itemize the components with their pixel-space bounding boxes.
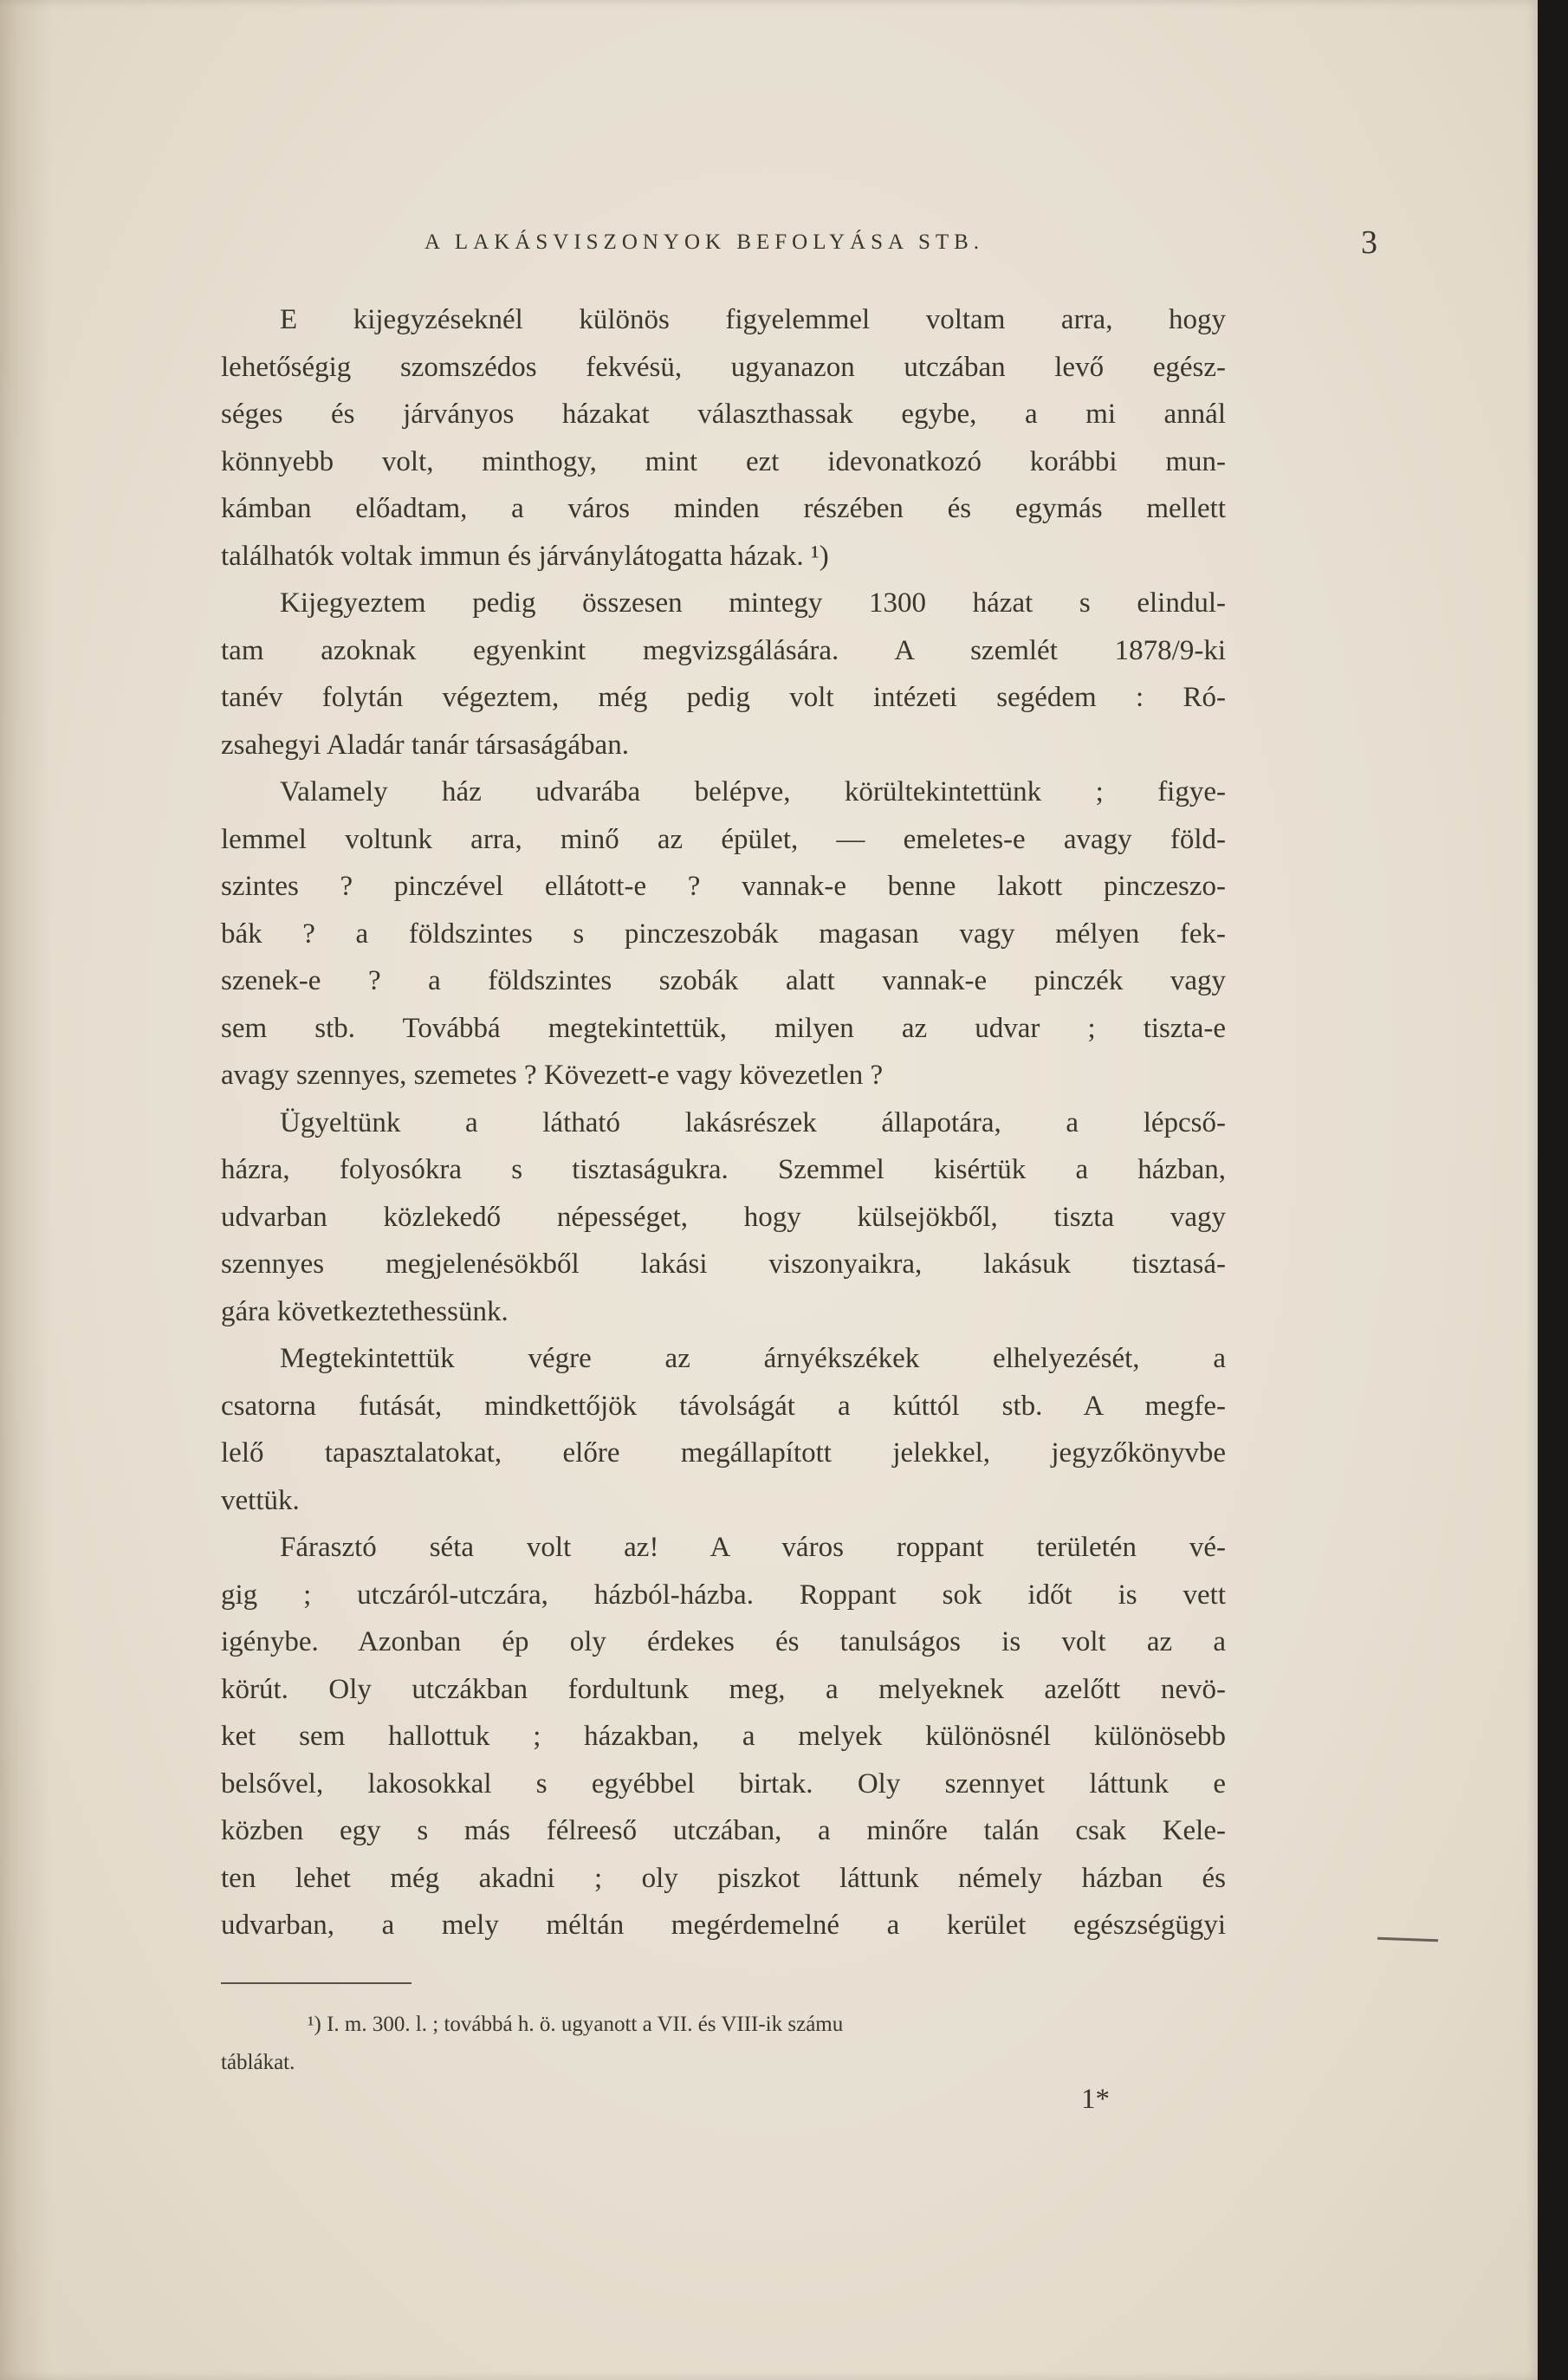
text-line: zsahegyi Aladár tanár társaságában.: [221, 729, 629, 761]
page-spine-shadow: [0, 0, 52, 2380]
text-line: kámban előadtam, a város minden részében és egymás mellett: [221, 493, 1226, 524]
margin-mark: [1377, 1937, 1438, 1942]
paragraph: [221, 1335, 1226, 1477]
page-number: 3: [1361, 224, 1377, 261]
paragraph: [221, 1524, 1226, 1949]
text-line: gig ; utczáról-utczára, házból-házba. Roppant sok időt is vett: [221, 1579, 1226, 1611]
text-line: ten lehet még akadni ; oly piszkot láttunk némely házban és: [221, 1862, 1226, 1894]
signature-mark: 1*: [1081, 2084, 1110, 2115]
text-line: E kijegyzéseknél különös figyelemmel voltam arra, hogy: [280, 304, 1226, 335]
paragraph: [221, 580, 1226, 722]
text-line: Kijegyeztem pedig összesen mintegy 1300 házat s elindul-: [280, 587, 1226, 619]
paragraph-end-line: [221, 1477, 1226, 1525]
text-line: tanév folytán végeztem, még pedig volt intézeti segédem : Ró-: [221, 682, 1226, 713]
text-line: Valamely ház udvarába belépve, körültekintettünk ; figye-: [280, 776, 1226, 807]
running-header: [424, 224, 1421, 276]
footnote-line: ¹) I. m. 300. l. ; továbbá h. ö. ugyanott a VII. és VIII-ik számu: [308, 2013, 844, 2036]
text-line: szintes ? pinczével ellátott-e ? vannak-e benne lakott pinczeszo-: [221, 871, 1226, 902]
text-line: Megtekintettük végre az árnyékszékek elhelyezését, a: [280, 1343, 1226, 1374]
text-line: találhatók voltak immun és járványlátogatta házak. ¹): [221, 540, 829, 572]
text-line: udvarban, a mely méltán megérdemelné a kerület egészségügyi: [221, 1910, 1226, 1941]
text-line: szenek-e ? a földszintes szobák alatt vannak-e pinczék vagy: [221, 965, 1226, 996]
text-line: séges és járványos házakat választhassak egybe, a mi annál: [221, 399, 1226, 430]
text-line: könnyebb volt, minthogy, mint ezt idevonatkozó korábbi mun-: [221, 445, 1226, 477]
paragraph-end-line: [221, 722, 1226, 769]
text-line: körút. Oly utczákban fordultunk meg, a melyeknek azelőtt nevö-: [221, 1673, 1226, 1705]
paragraph: [221, 768, 1226, 1052]
text-line: lelő tapasztalatokat, előre megállapított jelekkel, jegyzőkönyvbe: [221, 1437, 1226, 1469]
text-line: csatorna futását, mindkettőjök távolságát a kúttól stb. A megfe-: [221, 1390, 1226, 1422]
text-line: lemmel voltunk arra, minő az épület, — emeletes-e avagy föld-: [221, 823, 1226, 855]
text-line: lehetőségig szomszédos fekvésü, ugyanazon utczában levő egész-: [221, 351, 1226, 383]
text-line: Fárasztó séta volt az! A város roppant területén vé-: [280, 1532, 1226, 1563]
footnote: [221, 2006, 1226, 2082]
paragraph-end-line: [221, 1052, 1226, 1099]
text-line: belsővel, lakosokkal s egyébbel birtak. Oly szennyet láttunk e: [221, 1767, 1226, 1800]
paragraph-end-line: [221, 1288, 1226, 1336]
running-title: A LAKÁSVISZONYOK BEFOLYÁSA STB.: [424, 230, 985, 254]
text-line: igénybe. Azonban ép oly érdekes és tanulságos is volt az a: [221, 1626, 1226, 1657]
text-line: házra, folyosókra s tisztaságukra. Szemmel kisértük a házban,: [221, 1154, 1226, 1185]
body-text: [221, 296, 1226, 1949]
footnote-line: táblákat.: [221, 2051, 295, 2074]
text-line: közben egy s más félreeső utczában, a minőre talán csak Kele-: [221, 1815, 1226, 1846]
paragraph: [221, 296, 1226, 533]
text-line: sem stb. Továbbá megtekintettük, milyen az udvar ; tiszta-e: [221, 1012, 1226, 1044]
text-line: tam azoknak egyenkint megvizsgálására. A szemlét 1878/9-ki: [221, 634, 1226, 666]
text-line: bák ? a földszintes s pinczeszobák magasan vagy mélyen fek-: [221, 918, 1226, 950]
text-line: szennyes megjelenésökből lakási viszonyaikra, lakásuk tisztasá-: [221, 1248, 1226, 1280]
text-line: udvarban közlekedő népességet, hogy külsejökből, tiszta vagy: [221, 1201, 1226, 1233]
paragraph: [221, 1099, 1226, 1288]
text-line: avagy szennyes, szemetes ? Kövezett-e vagy kövezetlen ?: [221, 1060, 884, 1091]
text-line: vettük.: [221, 1484, 300, 1516]
text-line: Ügyeltünk a látható lakásrészek állapotára, a lépcső-: [280, 1106, 1226, 1138]
book-binding-edge: [1538, 0, 1568, 2380]
text-line: ket sem hallottuk ; házakban, a melyek különösnél különösebb: [221, 1721, 1226, 1752]
footnote-rule: [221, 1982, 411, 1984]
text-line: gára következtethessünk.: [221, 1295, 509, 1327]
paragraph-end-line: [221, 533, 1226, 580]
